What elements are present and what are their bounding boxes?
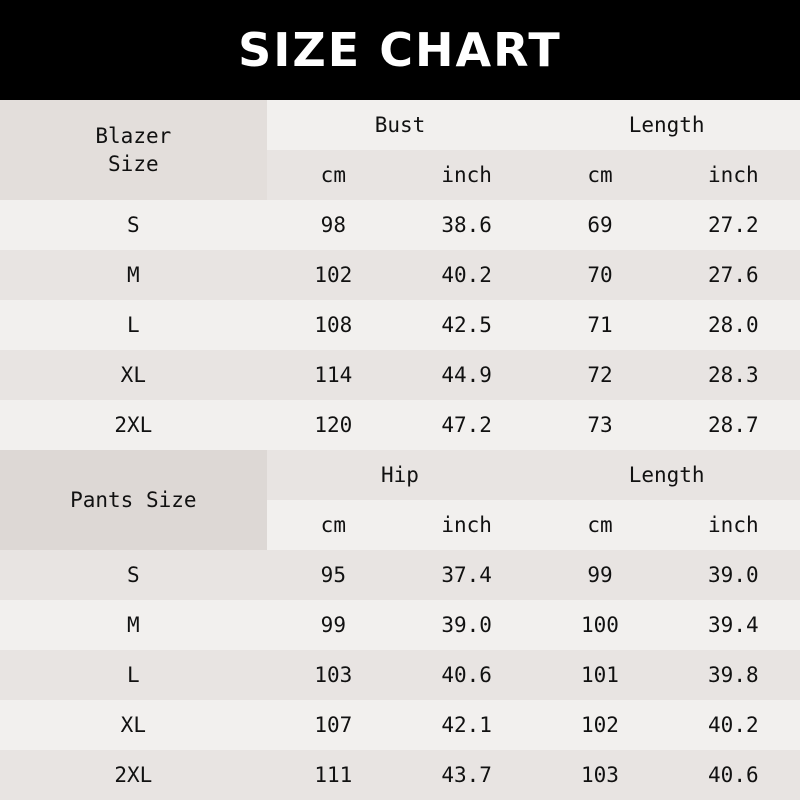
value-cell: 99 xyxy=(267,600,400,650)
column-unit-bust-cm: cm xyxy=(267,150,400,200)
value-cell: 103 xyxy=(533,750,666,800)
size-cell: M xyxy=(0,600,267,650)
table-row xyxy=(0,350,800,400)
value-cell: 102 xyxy=(267,250,400,300)
value-cell: 40.2 xyxy=(400,250,533,300)
size-cell: S xyxy=(0,550,267,600)
table-row xyxy=(0,700,800,750)
value-cell: 101 xyxy=(533,650,666,700)
table-row xyxy=(0,200,800,250)
value-cell: 27.6 xyxy=(667,250,800,300)
value-cell: 42.1 xyxy=(400,700,533,750)
column-unit-length-cm: cm xyxy=(533,500,666,550)
value-cell: 28.7 xyxy=(667,400,800,450)
value-cell: 40.2 xyxy=(667,700,800,750)
column-unit-length-inch: inch xyxy=(667,500,800,550)
value-cell: 72 xyxy=(533,350,666,400)
table-row xyxy=(0,550,800,600)
column-group-blazer-length: Length xyxy=(533,100,800,150)
value-cell: 108 xyxy=(267,300,400,350)
column-unit-hip-cm: cm xyxy=(267,500,400,550)
section-label-blazer xyxy=(0,100,267,200)
size-chart-table xyxy=(0,100,800,800)
value-cell: 28.3 xyxy=(667,350,800,400)
value-cell: 43.7 xyxy=(400,750,533,800)
value-cell: 120 xyxy=(267,400,400,450)
section-label-line-1: Blazer xyxy=(95,123,172,148)
value-cell: 70 xyxy=(533,250,666,300)
value-cell: 100 xyxy=(533,600,666,650)
value-cell: 47.2 xyxy=(400,400,533,450)
column-unit-bust-inch: inch xyxy=(400,150,533,200)
value-cell: 114 xyxy=(267,350,400,400)
value-cell: 38.6 xyxy=(400,200,533,250)
table-row-group-header-blazer xyxy=(0,100,800,150)
value-cell: 39.0 xyxy=(667,550,800,600)
section-label-pants xyxy=(0,450,267,550)
value-cell: 71 xyxy=(533,300,666,350)
section-label-line-1: Pants Size xyxy=(70,487,197,512)
column-group-pants-length: Length xyxy=(533,450,800,500)
size-cell: L xyxy=(0,650,267,700)
column-unit-length-inch: inch xyxy=(667,150,800,200)
table-row xyxy=(0,250,800,300)
section-label-line-2: Size xyxy=(108,152,159,176)
value-cell: 69 xyxy=(533,200,666,250)
value-cell: 44.9 xyxy=(400,350,533,400)
value-cell: 107 xyxy=(267,700,400,750)
size-cell: 2XL xyxy=(0,400,267,450)
size-cell: M xyxy=(0,250,267,300)
value-cell: 111 xyxy=(267,750,400,800)
page-title: SIZE CHART xyxy=(238,23,562,77)
value-cell: 39.4 xyxy=(667,600,800,650)
value-cell: 99 xyxy=(533,550,666,600)
value-cell: 40.6 xyxy=(667,750,800,800)
value-cell: 95 xyxy=(267,550,400,600)
size-cell: XL xyxy=(0,700,267,750)
value-cell: 27.2 xyxy=(667,200,800,250)
table-row xyxy=(0,650,800,700)
value-cell: 39.0 xyxy=(400,600,533,650)
value-cell: 103 xyxy=(267,650,400,700)
value-cell: 102 xyxy=(533,700,666,750)
column-group-bust: Bust xyxy=(267,100,534,150)
size-cell: 2XL xyxy=(0,750,267,800)
value-cell: 37.4 xyxy=(400,550,533,600)
value-cell: 28.0 xyxy=(667,300,800,350)
column-unit-hip-inch: inch xyxy=(400,500,533,550)
table-row xyxy=(0,400,800,450)
title-bar xyxy=(0,0,800,100)
value-cell: 42.5 xyxy=(400,300,533,350)
value-cell: 73 xyxy=(533,400,666,450)
table-row xyxy=(0,300,800,350)
value-cell: 98 xyxy=(267,200,400,250)
table-row xyxy=(0,750,800,800)
size-cell: L xyxy=(0,300,267,350)
value-cell: 40.6 xyxy=(400,650,533,700)
table-row-group-header-pants xyxy=(0,450,800,500)
size-cell: S xyxy=(0,200,267,250)
table-row xyxy=(0,600,800,650)
column-unit-length-cm: cm xyxy=(533,150,666,200)
column-group-hip: Hip xyxy=(267,450,534,500)
value-cell: 39.8 xyxy=(667,650,800,700)
size-cell: XL xyxy=(0,350,267,400)
